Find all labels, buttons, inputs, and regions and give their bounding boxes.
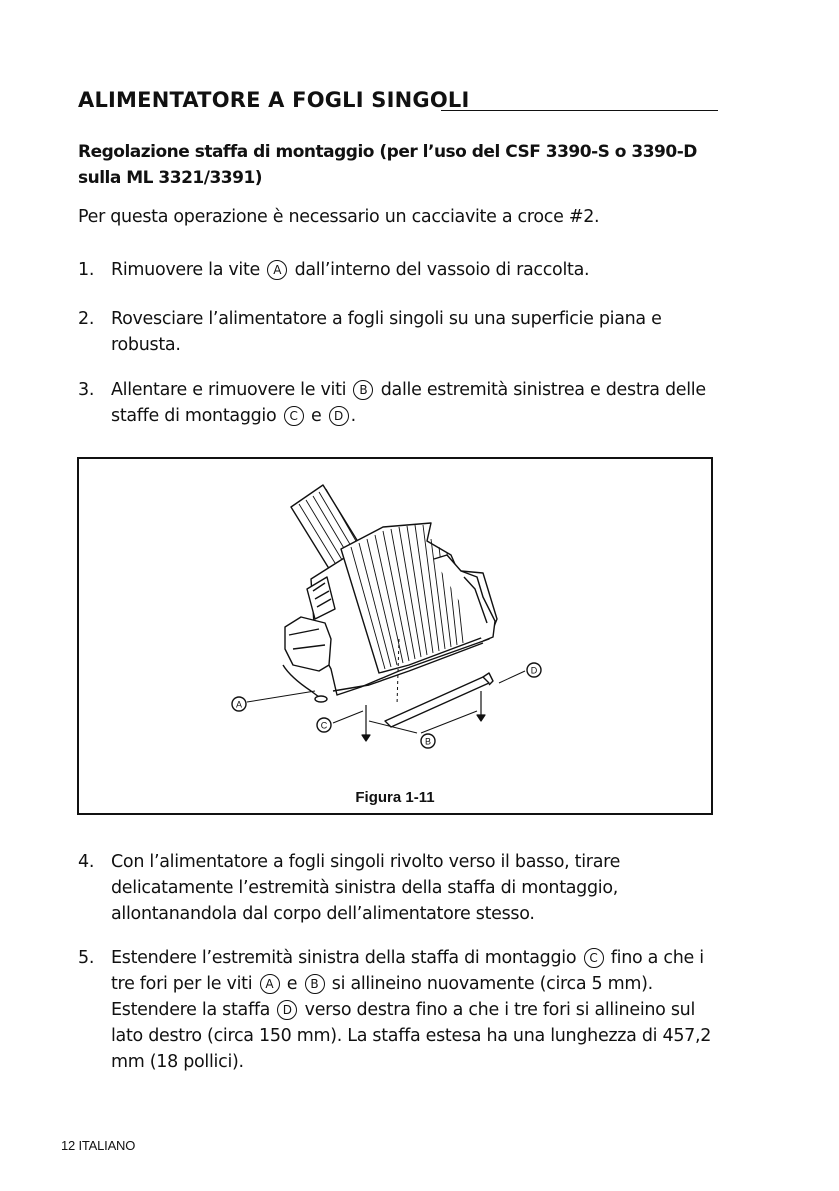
- figure-label-d: D: [530, 665, 538, 676]
- figure-frame: [77, 457, 713, 815]
- figure-label-b: B: [424, 736, 432, 747]
- callout-d-circle: D: [329, 406, 349, 426]
- leader-a: [247, 691, 315, 702]
- step-number: 4.: [78, 852, 95, 872]
- figure-label-c: C: [320, 720, 328, 731]
- step-number: 2.: [78, 309, 95, 329]
- figure-caption: Figura 1-11: [355, 789, 435, 806]
- step-number: 5.: [78, 948, 95, 968]
- footer-language: ITALIANO: [78, 1138, 136, 1153]
- step-number: 1.: [78, 260, 95, 280]
- gear-housing: [285, 617, 331, 671]
- title-underline: [441, 110, 718, 111]
- callout-c-circle: C: [584, 948, 604, 968]
- csf-illustration: [79, 459, 711, 779]
- leader-b-right: [421, 711, 477, 733]
- step-number: 3.: [78, 380, 95, 400]
- callout-c-circle: C: [284, 406, 304, 426]
- step-text: Rimuovere la vite A dall’interno del vassoio di raccolta.: [111, 260, 590, 280]
- page-title: [78, 88, 470, 112]
- leader-d: [499, 671, 525, 683]
- step-text: Allentare e rimuovere le viti B dalle estremità sinistrea e destra delle staffe di montaggio C e D .: [111, 380, 706, 426]
- callout-b-circle: B: [353, 380, 373, 400]
- page-number: 12: [61, 1138, 76, 1153]
- section-subtitle: Regolazione staffa di montaggio (per l’uso del CSF 3390-S o 3390-D sulla ML 3321/3391): [78, 142, 697, 188]
- intro-text: Per questa operazione è necessario un cacciavite a croce #2.: [78, 207, 600, 227]
- mounting-bracket: [385, 677, 489, 727]
- page-title-text: ALIMENTATORE A FOGLI SINGOLI: [78, 88, 470, 112]
- step-text: Estendere l’estremità sinistra della staffa di montaggio C fino a che i tre fori per le viti A e B si allineino nuovamente (circa 5 mm). Estendere la staffa D verso destra fino a che i tre fori si allineino sul lato destro (circa 150 mm). La staffa estesa ha una lunghezza di 457,2 mm (18 pollici).: [111, 948, 712, 1072]
- figure-label-a: A: [235, 699, 243, 710]
- callout-a-circle: A: [260, 974, 280, 994]
- callout-a-circle: A: [267, 260, 287, 280]
- step-text: Con l’alimentatore a fogli singoli rivolto verso il basso, tirare delicatamente l’estremità sinistra della staffa di montaggio, allontanandola dal corpo dell’alimentatore stesso.: [111, 852, 621, 924]
- leader-c: [333, 711, 363, 723]
- screw-right: [477, 691, 485, 721]
- screw-left: [362, 705, 370, 741]
- page-footer: [61, 1138, 135, 1153]
- callout-b-circle: B: [305, 974, 325, 994]
- callout-d-circle: D: [277, 1000, 297, 1020]
- step-text: Rovesciare l’alimentatore a fogli singoli su una superficie piana e robusta.: [111, 309, 662, 355]
